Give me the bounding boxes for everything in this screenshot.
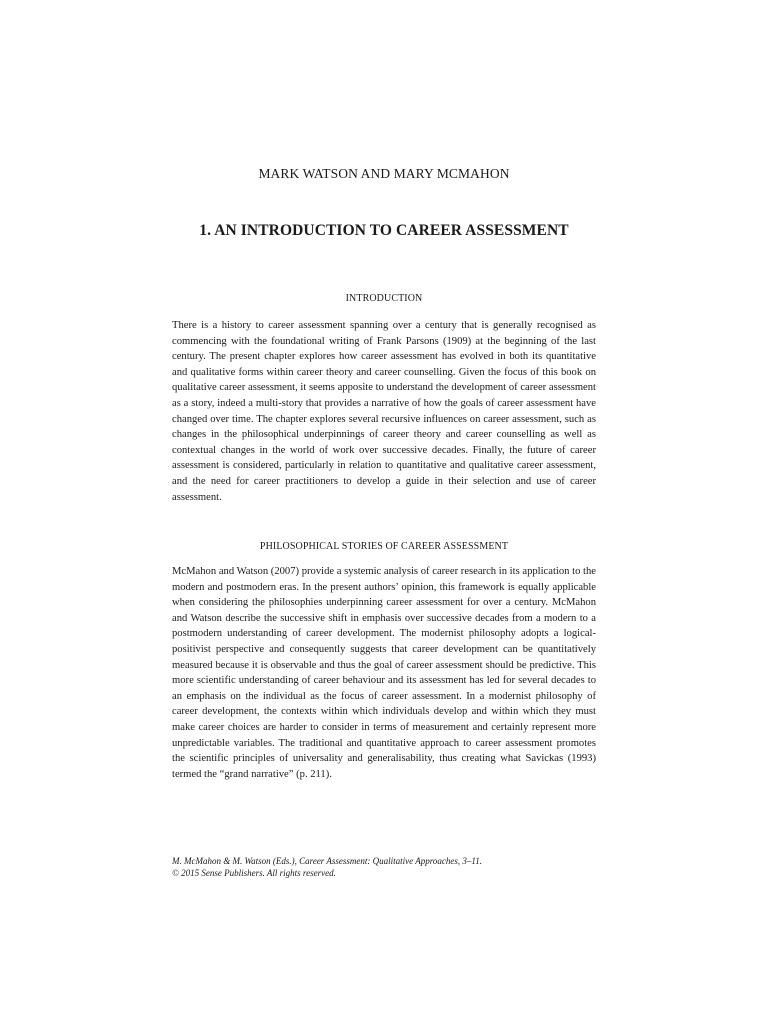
chapter-title: 1. AN INTRODUCTION TO CAREER ASSESSMENT (199, 222, 569, 239)
section-heading-philosophical-stories: PHILOSOPHICAL STORIES OF CAREER ASSESSMENT (259, 541, 509, 552)
footer-citation: M. McMahon & M. Watson (Eds.), Career Assessment: Qualitative Approaches, 3–11. (172, 856, 482, 866)
document-page (172, 0, 596, 1024)
page-footer (172, 855, 596, 879)
footer-copyright: © 2015 Sense Publishers. All rights reserved. (172, 868, 336, 878)
section-heading-introduction: INTRODUCTION (345, 293, 423, 304)
paragraph-introduction: There is a history to career assessment spanning over a century that is generally recognised as commencing with the foundational writing of Frank Parsons (1909) at the beginning of the last century. The present chapter explores how career assessment has evolved in both its quantitative and qualitative forms within career theory and career counselling. Given the focus of this book on qualitative career assessment, it seems apposite to understand the development of career assessment as a story, indeed a multi-story that provides a narrative of how the goals of career assessment have changed over time. The chapter explores several recursive influences on career assessment, such as changes in the philosophical underpinnings of career theory and career counselling as well as contextual changes in the world of work over successive decades. Finally, the future of career assessment is considered, particularly in relation to quantitative and qualitative career assessment, and the need for career practitioners to develop a guide in their selection and use of career assessment. (172, 320, 596, 503)
running-header-authors: MARK WATSON AND MARY MCMAHON (258, 166, 510, 181)
paragraph-philosophical-stories: McMahon and Watson (2007) provide a systemic analysis of career research in its application to the modern and postmodern eras. In the present authors’ opinion, this framework is equally applicable when considering the philosophies underpinning career assessment for over a century. McMahon and Watson describe the successive shift in emphasis over successive decades from a modern to a postmodern understanding of career development. The modernist philosophy adopts a logical-positivist perspective and consequently suggests that career development can be quantitatively measured because it is observable and thus the goal of career assessment should be predictive. This more scientific understanding of career behaviour and its assessment has led for several decades to an emphasis on the individual as the focus of career assessment. In a modernist philosophy of career development, the contexts within which individuals develop and within which they must make career choices are harder to consider in terms of measurement and certainly represent more unpredictable variables. The traditional and quantitative approach to career assessment promotes the scientific principles of universality and generalisability, thus creating what Savickas (1993) termed the “grand narrative” (p. 211). (172, 566, 596, 780)
